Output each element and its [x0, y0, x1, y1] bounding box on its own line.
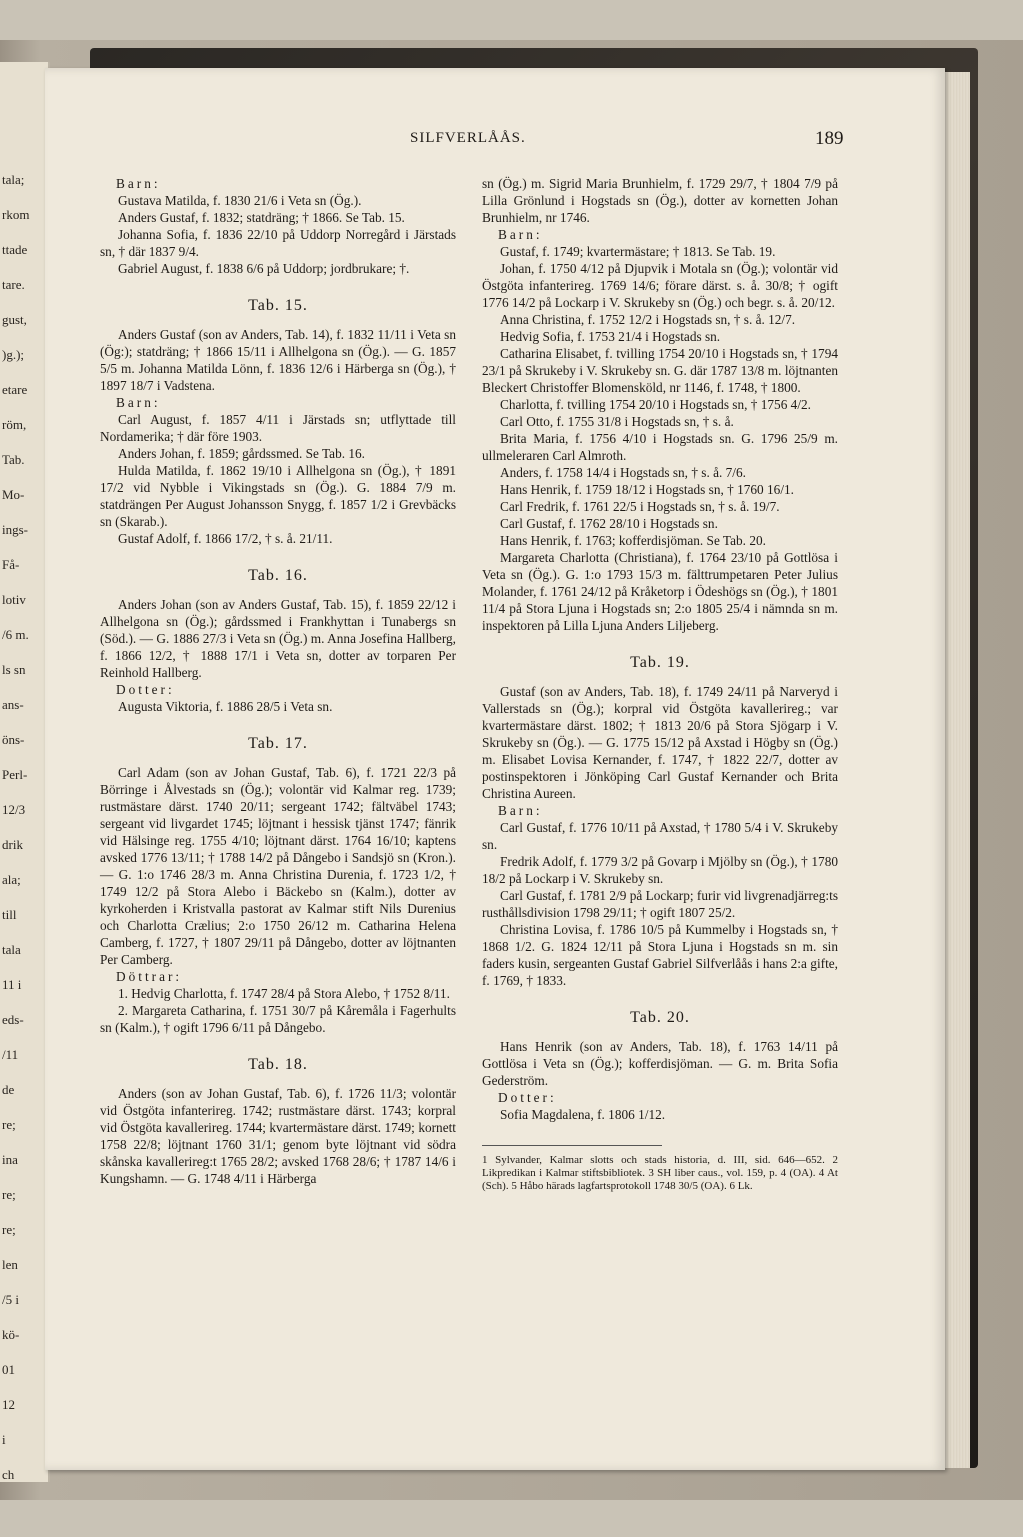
table-heading: Tab. 17. — [248, 735, 308, 752]
paragraph: Dotter: — [116, 682, 175, 697]
table-heading: Tab. 20. — [630, 1009, 690, 1026]
margin-fragment: drik — [2, 837, 23, 852]
margin-fragment: 11 i — [2, 977, 22, 992]
paragraph: Anders Johan (son av Anders Gustaf, Tab. 15), f. 1859 22/12 i Allhelgona sn (Ög.); gårdssmed i Frankhyttan i Tunabergs sn (Söd.). — G. 1886 27/3 i Veta sn (Ög.) m. Anna Josefina Hallberg, f. 1866 12/2, † 1888 17/1 i Veta sn, dotter av torparen Per Reinhold Hallberg. — [100, 597, 456, 680]
paragraph: 1. Hedvig Charlotta, f. 1747 28/4 på Stora Alebo, † 1752 8/11. — [118, 986, 450, 1001]
paragraph: Anna Christina, f. 1752 12/2 i Hogstads sn, † s. å. 12/7. — [500, 312, 796, 327]
margin-fragment: ings- — [2, 522, 28, 537]
paragraph: Carl Adam (son av Johan Gustaf, Tab. 6), f. 1721 22/3 på Börringe i Ålvestads sn (Ög.); volontär vid Kalmar reg. 1739; rustmästare därst. 1740 20/11; sergeant 1742; fältväbel 1743; sergeant vid livgardet 1745; löjtnant i hessisk tjänst 1747; fänrik vid Hälsinge reg. 1755 4/10; löjtnant därst. 1764 16/10; kaptens avsked 1776 13/11; † 1788 14/2 på Dångebo i Sandsjö sn (Kron.). — G. 1:o 1746 28/3 m. Anna Christina Durenia, f. 1723 1/2, † 1749 12/2 på Stora Alebo i Bäckebo sn (Kalm.), dotter av kyrkoherden i Kristvalla pastorat av Kalmar stift Nils Durenius och Charlotta Crælius; 2:o 1750 26/12 m. Catharina Helena Camberg, f. 1727, † 1807 29/11 på Dångebo, dotter av löjtnanten Per Camberg. — [100, 765, 456, 967]
margin-fragment: röm, — [2, 417, 27, 432]
paragraph: sn (Ög.) m. Sigrid Maria Brunhielm, f. 1729 29/7, † 1804 7/9 på Lilla Grönlund i Hogstads sn (Ög.), dotter av kornetten Johan Brunhielm, nr 1746. — [482, 176, 838, 225]
paragraph: Dotter: — [498, 1090, 557, 1105]
page-number: 189 — [815, 128, 844, 149]
paragraph: Gustaf Adolf, f. 1866 17/2, † s. å. 21/11. — [118, 531, 333, 546]
margin-fragment: Tab. — [2, 452, 25, 467]
margin-fragment: till — [2, 907, 17, 922]
paragraph: Anders, f. 1758 14/4 i Hogstads sn, † s. å. 7/6. — [500, 465, 746, 480]
margin-fragment: öns- — [2, 732, 25, 747]
margin-fragment: re; — [2, 1187, 16, 1202]
paragraph: Johanna Sofia, f. 1836 22/10 på Uddorp Norregård i Järstads sn, † där 1837 9/4. — [100, 227, 456, 259]
paragraph: Carl August, f. 1857 4/11 i Järstads sn; utflyttade till Nordamerika; † där före 1903. — [100, 412, 456, 444]
table-heading: Tab. 15. — [248, 297, 308, 314]
paragraph: Catharina Elisabet, f. tvilling 1754 20/10 i Hogstads sn, † 1794 23/1 på Skrukeby i V. Skrukeby sn. G. där 1787 13/8 m. löjtnanten Bleckert Christoffer Blomensköld, nr 1146, f. 1748, † 1800. — [482, 346, 838, 395]
margin-fragment: /11 — [2, 1047, 19, 1062]
margin-fragment: len — [2, 1257, 18, 1272]
margin-fragment: 01 — [2, 1362, 15, 1377]
paragraph: Barn: — [116, 395, 161, 410]
paragraph: Hedvig Sofia, f. 1753 21/4 i Hogstads sn. — [500, 329, 721, 344]
table-heading: Tab. 19. — [630, 654, 690, 671]
paragraph: Anders Johan, f. 1859; gårdssmed. Se Tab. 16. — [118, 446, 365, 461]
paragraph: 2. Margareta Catharina, f. 1751 30/7 på Kåremåla i Fagerhults sn (Kalm.), † ogift 1796 6/11 på Dångebo. — [100, 1003, 456, 1035]
paragraph: Hans Henrik, f. 1763; kofferdisjöman. Se Tab. 20. — [500, 533, 766, 548]
paragraph: Gustava Matilda, f. 1830 21/6 i Veta sn (Ög.). — [118, 193, 362, 208]
table-heading: Tab. 16. — [248, 567, 308, 584]
running-head: SILFVERLÅÅS. — [410, 130, 526, 146]
margin-fragment: ans- — [2, 697, 24, 712]
paragraph: Anders Gustaf (son av Anders, Tab. 14), f. 1832 11/11 i Veta sn (Ög:); statdräng; † 1866 15/11 i Allhelgona sn (Ög.). — G. 1857 5/5 m. Johanna Matilda Lönn, f. 1836 12/6 i Härberga sn (Ög.), † 1897 18/7 i Vadstena. — [100, 327, 456, 393]
paragraph: Anders Gustaf, f. 1832; statdräng; † 1866. Se Tab. 15. — [118, 210, 405, 225]
paragraph: Barn: — [498, 803, 543, 818]
paragraph: Fredrik Adolf, f. 1779 3/2 på Govarp i Mjölby sn (Ög.), † 1780 18/2 på Lockarp i V. Skrukeby sn. — [482, 854, 838, 886]
paragraph: Carl Otto, f. 1755 31/8 i Hogstads sn, † s. å. — [500, 414, 734, 429]
paragraph: Sofia Magdalena, f. 1806 1/12. — [500, 1107, 666, 1122]
margin-fragment: rkom — [2, 207, 30, 222]
margin-fragment: 12 — [2, 1397, 15, 1412]
margin-fragment: ls sn — [2, 662, 26, 677]
margin-fragment: 12/3 — [2, 802, 26, 817]
margin-fragment: gust, — [2, 312, 27, 327]
margin-fragment: Få- — [2, 557, 20, 572]
paragraph: Gustaf, f. 1749; kvartermästare; † 1813. Se Tab. 19. — [500, 244, 776, 259]
right-column — [482, 175, 838, 1193]
margin-fragment: Mo- — [2, 487, 25, 502]
margin-fragment: kö- — [2, 1327, 20, 1342]
paragraph: Döttrar: — [116, 969, 183, 984]
margin-fragment: re; — [2, 1117, 16, 1132]
paragraph: Charlotta, f. tvilling 1754 20/10 i Hogstads sn, † 1756 4/2. — [500, 397, 811, 412]
margin-fragment: de — [2, 1082, 15, 1097]
paragraph: Augusta Viktoria, f. 1886 28/5 i Veta sn. — [118, 699, 333, 714]
margin-fragment: re; — [2, 1222, 16, 1237]
paragraph: Johan, f. 1750 4/12 på Djupvik i Motala sn (Ög.); volontär vid Östgöta infanterireg. 1769 14/6; förare därst. s. å. 30/8; † ogift 1776 14/2 på Lockarp i V. Skrukeby sn (Ög.) och begr. s. å. 20/12. — [482, 261, 838, 310]
paragraph: Carl Fredrik, f. 1761 22/5 i Hogstads sn, † s. å. 19/7. — [500, 499, 780, 514]
margin-fragment: eds- — [2, 1012, 24, 1027]
footnote-text: 1 Sylvander, Kalmar slotts och stads historia, d. III, sid. 646—652. 2 Likpredikan i Kalmar stiftsbibliotek. 3 SH liber caus., vol. 159, p. 4 (OA). 4 At (Sch). 5 Håbo härads lagfartsprotokoll 1748 30/5 (OA). 6 Lk. — [482, 1154, 838, 1192]
margin-fragment: etare — [2, 382, 28, 397]
previous-page-sliver — [0, 62, 50, 1482]
margin-fragment: ttade — [2, 242, 28, 257]
margin-fragment: tala — [2, 942, 21, 957]
paragraph: Gustaf (son av Anders, Tab. 18), f. 1749 24/11 på Narveryd i Vallerstads sn (Ög.); korpral vid Östgöta kavallerireg.; var kvartermästare därst. 1802; † 1813 20/6 på Stora Sjögarp i V. Skrukeby sn (Ög.). — G. 1775 15/12 på Axstad i Högby sn (Ög.) m. Elisabet Lovisa Kernander, f. 1747, † 1822 22/7, dotter av postinspektoren i Jönköping Carl Gustaf Kernander och Brita Christina Aureen. — [482, 684, 838, 801]
margin-fragment: tare. — [2, 277, 25, 292]
margin-fragment: ina — [2, 1152, 18, 1167]
margin-fragment: i — [2, 1432, 6, 1447]
paragraph: Anders (son av Johan Gustaf, Tab. 6), f. 1726 11/3; volontär vid Östgöta infanterireg. 1742; rustmästare därst. 1743; korpral vid Östgöta kavallerireg. 1744; kvartermästare därst. 1749; kornett 1758 22/8; löjtnant 1760 31/1; genom byte löjtnant vid södra skånska kavallerireg:t 1765 28/2; avsked 1768 28/6; † 1787 14/6 i Kungshamn. — G. 1748 4/11 i Härberga — [100, 1086, 456, 1186]
footnotes — [482, 1145, 838, 1193]
margin-fragment: lotiv — [2, 592, 26, 607]
paragraph: Gabriel August, f. 1838 6/6 på Uddorp; jordbrukare; †. — [118, 261, 410, 276]
margin-fragment: ch — [2, 1467, 15, 1482]
margin-fragment: /5 i — [2, 1292, 19, 1307]
paragraph: Hans Henrik, f. 1759 18/12 i Hogstads sn, † 1760 16/1. — [500, 482, 794, 497]
left-column — [100, 175, 456, 1187]
paragraph: Hulda Matilda, f. 1862 19/10 i Allhelgona sn (Ög.), † 1891 17/2 vid Nybble i Vikingstads sn (Ög.). G. 1884 7/9 m. statdrängen Per August Johansson Snygg, f. 1857 1/2 i Grevbäcks sn (Skarab.). — [100, 463, 456, 529]
margin-fragment: Perl- — [2, 767, 28, 782]
paragraph: Carl Gustaf, f. 1776 10/11 på Axstad, † 1780 5/4 i V. Skrukeby sn. — [482, 820, 838, 852]
paragraph: Carl Gustaf, f. 1781 2/9 på Lockarp; furir vid livgrenadjärreg:ts rusthållsdivision 1798 29/11; † ogift 1807 25/2. — [482, 888, 838, 920]
table-heading: Tab. 18. — [248, 1056, 308, 1073]
margin-fragment: )g.); — [2, 347, 25, 362]
paragraph: Brita Maria, f. 1756 4/10 i Hogstads sn. G. 1796 25/9 m. ullmeleraren Carl Almroth. — [482, 431, 838, 463]
margin-fragment: ala; — [2, 872, 21, 887]
paragraph: Carl Gustaf, f. 1762 28/10 i Hogstads sn. — [500, 516, 718, 531]
paragraph: Hans Henrik (son av Anders, Tab. 18), f. 1763 14/11 på Gottlösa i Veta sn (Ög.); kofferdisjöman. — G. m. Brita Sofia Gederström. — [482, 1039, 838, 1088]
paragraph: Christina Lovisa, f. 1786 10/5 på Kummelby i Hogstads sn, † 1868 1/2. G. 1824 12/11 på Stora Ljuna i Hogstads sn m. sin faders kusin, sergeanten Gustaf Gabriel Silfverlåås i hans 2:a gifte, f. 1769, † 1833. — [482, 922, 838, 988]
paragraph: Barn: — [116, 176, 161, 191]
paragraph: Margareta Charlotta (Christiana), f. 1764 23/10 på Gottlösa i Veta sn (Ög.). G. 1:o 1793 15/3 m. fälttrumpetaren Peter Julius Molander, f. 1761 24/12 på Kråketorp i Ödeshögs sn (Ög.), † 1801 11/4 på Stora Ljuna i Hogstads sn; 2:o 1805 25/4 i nämnda sn m. inspektoren på Lilla Ljuna Anders Liljeberg. — [482, 550, 838, 633]
margin-fragment: tala; — [2, 172, 25, 187]
margin-fragment: /6 m. — [2, 627, 29, 642]
paragraph: Barn: — [498, 227, 543, 242]
